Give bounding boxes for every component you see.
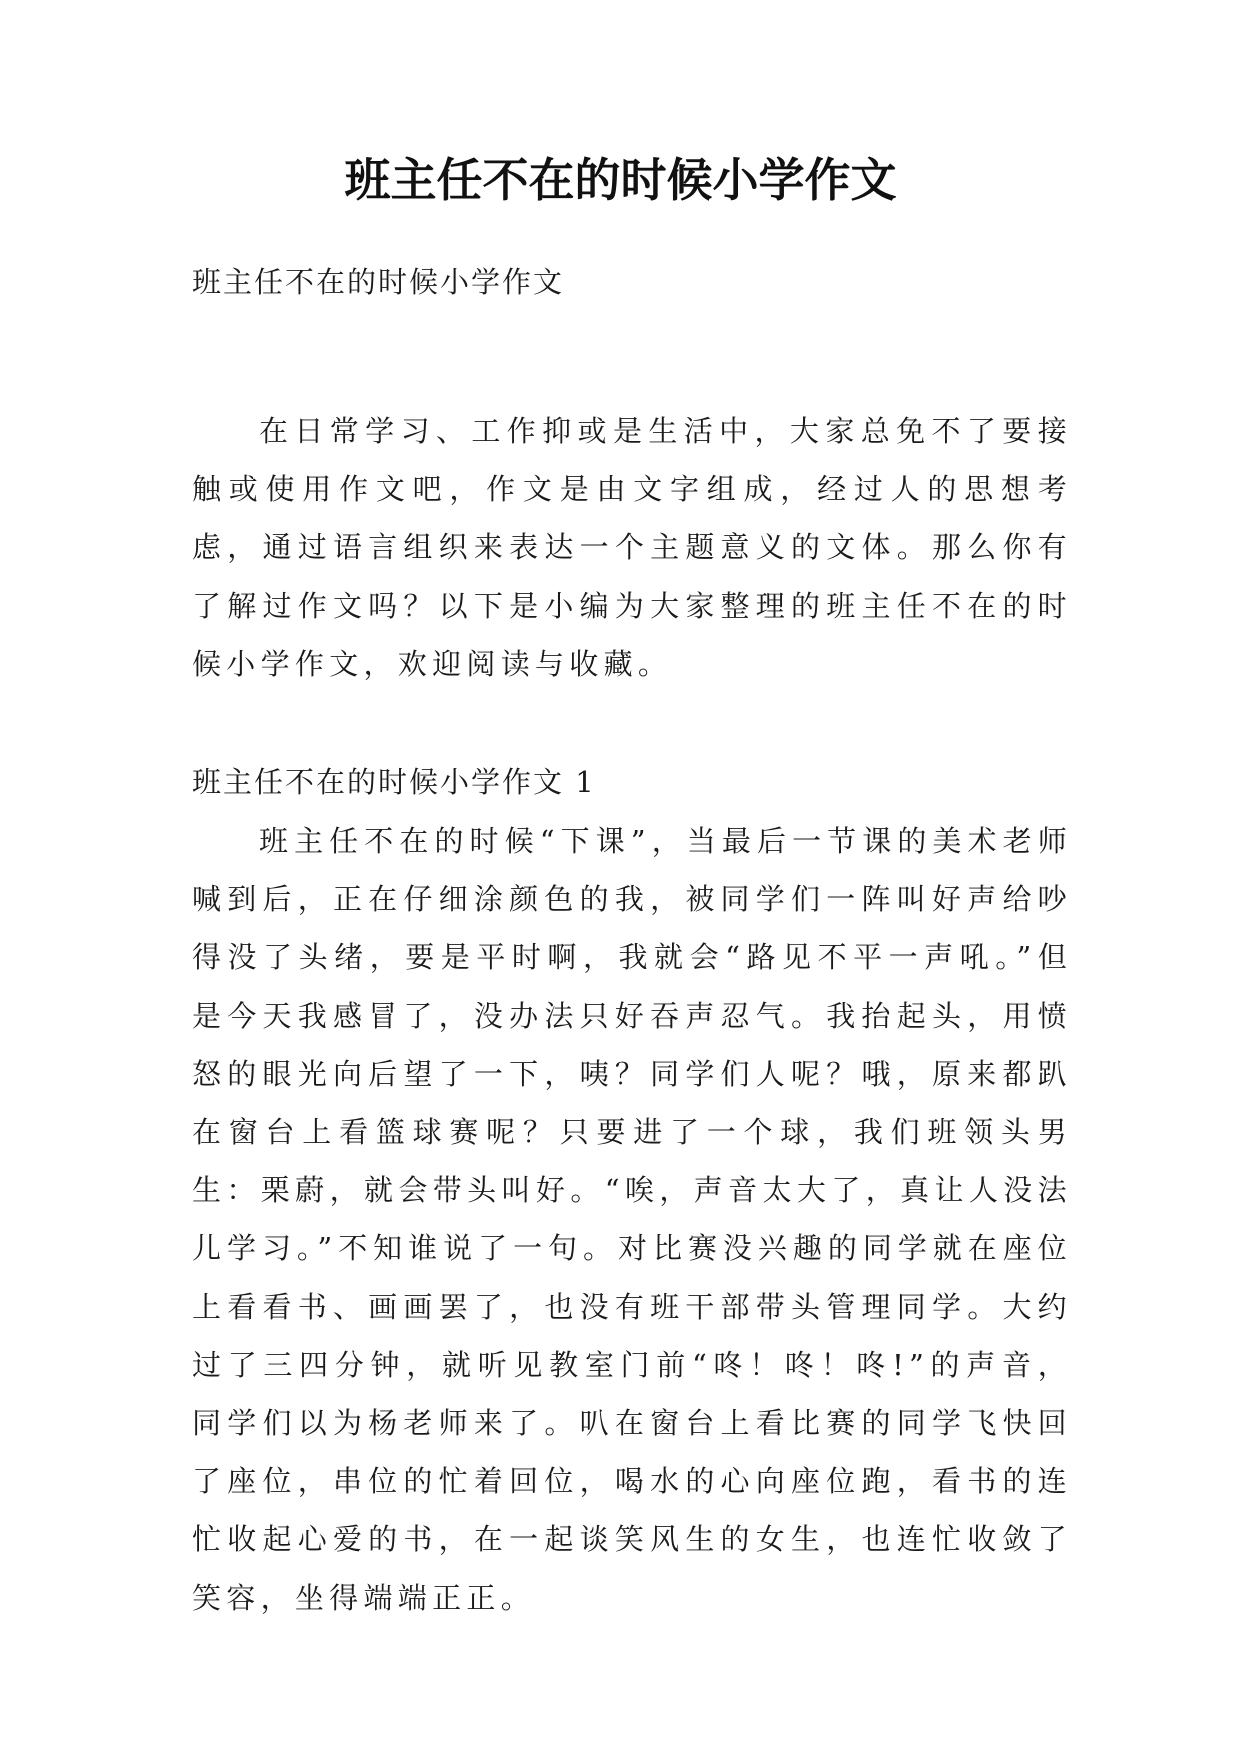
section-paragraph: 班主任不在的时候“下课”，当最后一节课的美术老师喊到后，正在仔细涂颜色的我，被同学们一阵叫好声给吵得没了头绪，要是平时啊，我就会“路见不平一声吼。”但是今天我感冒了，没办法只好吞声忍气。我抬起头，用愤怒的眼光向后望了一下，咦？同学们人呢？哦，原来都趴在窗台上看篮球赛呢？只要进了一个球，我们班领头男生：栗蔚，就会带头叫好。“唉，声音太大了，真让人没法儿学习。”不知谁说了一句。对比赛没兴趣的同学就在座位上看看书、画画罢了，也没有班干部带头管理同学。大约过了三四分钟，就听见教室门前“咚！咚！咚!”的声音，同学们以为杨老师来了。叭在窗台上看比赛的同学飞快回了座位，串位的忙着回位，喝水的心向座位跑，看书的连忙收起心爱的书，在一起谈笑风生的女生，也连忙收敛了笑容，坐得端端正正。 bbox=[192, 824, 1072, 1615]
intro-paragraph: 在日常学习、工作抑或是生活中，大家总免不了要接触或使用作文吧，作文是由文字组成，经过人的思想考虑，通过语言组织来表达一个主题意义的文体。那么你有了解过作文吗？以下是小编为大家整理的班主任不在的时候小学作文，欢迎阅读与收藏。 bbox=[192, 414, 1072, 681]
document-title: 班主任不在的时候小学作文 bbox=[344, 153, 897, 207]
section-heading: 班主任不在的时候小学作文 1 bbox=[192, 765, 596, 799]
document-subtitle: 班主任不在的时候小学作文 bbox=[192, 265, 565, 299]
